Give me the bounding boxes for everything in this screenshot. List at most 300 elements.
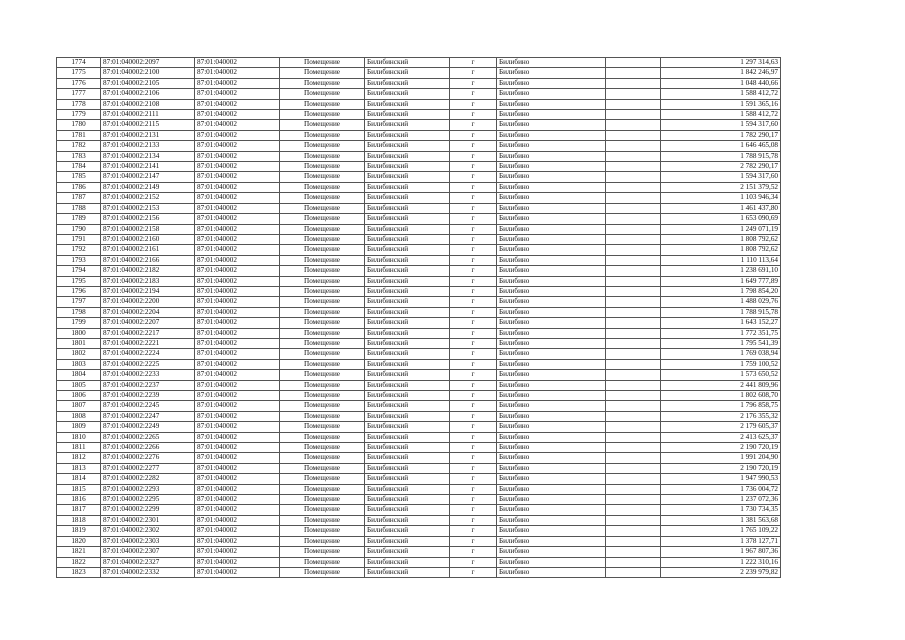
empty-cell <box>606 484 661 494</box>
cadastral-value-cell: 2 441 809,96 <box>661 380 781 390</box>
district-cell: Билибинский <box>365 318 450 328</box>
cadastral-number-cell: 87:01:040002:2224 <box>101 349 195 359</box>
cadastral-quarter-cell: 87:01:040002 <box>195 411 280 421</box>
empty-cell <box>606 234 661 244</box>
district-cell: Билибинский <box>365 432 450 442</box>
cadastral-quarter-cell: 87:01:040002 <box>195 214 280 224</box>
empty-cell <box>606 443 661 453</box>
cadastral-number-cell: 87:01:040002:2156 <box>101 214 195 224</box>
empty-cell <box>606 401 661 411</box>
empty-cell <box>606 505 661 515</box>
cadastral-number-cell: 87:01:040002:2276 <box>101 453 195 463</box>
cadastral-quarter-cell: 87:01:040002 <box>195 557 280 567</box>
district-cell: Билибинский <box>365 276 450 286</box>
object-type-cell: Помещение <box>280 380 365 390</box>
table-row <box>57 130 781 140</box>
table-row <box>57 255 781 265</box>
empty-cell <box>606 120 661 130</box>
empty-cell <box>606 474 661 484</box>
district-cell: Билибинский <box>365 99 450 109</box>
cadastral-value-cell: 1 110 113,64 <box>661 255 781 265</box>
settlement-type-cell: г <box>450 130 497 140</box>
table-row <box>57 266 781 276</box>
settlement-type-cell: г <box>450 391 497 401</box>
cadastral-value-cell: 1 649 777,89 <box>661 276 781 286</box>
empty-cell <box>606 422 661 432</box>
settlement-name-cell: Билибино <box>497 193 606 203</box>
settlement-name-cell: Билибино <box>497 526 606 536</box>
row-number-cell: 1798 <box>57 307 101 317</box>
table-row <box>57 214 781 224</box>
object-type-cell: Помещение <box>280 536 365 546</box>
row-number-cell: 1806 <box>57 391 101 401</box>
cadastral-quarter-cell: 87:01:040002 <box>195 89 280 99</box>
district-cell: Билибинский <box>365 411 450 421</box>
settlement-name-cell: Билибино <box>497 266 606 276</box>
cadastral-number-cell: 87:01:040002:2237 <box>101 380 195 390</box>
cadastral-quarter-cell: 87:01:040002 <box>195 401 280 411</box>
object-type-cell: Помещение <box>280 286 365 296</box>
settlement-type-cell: г <box>450 349 497 359</box>
table-row <box>57 151 781 161</box>
settlement-name-cell: Билибино <box>497 505 606 515</box>
settlement-type-cell: г <box>450 141 497 151</box>
district-cell: Билибинский <box>365 255 450 265</box>
district-cell: Билибинский <box>365 234 450 244</box>
table-row <box>57 89 781 99</box>
settlement-type-cell: г <box>450 401 497 411</box>
district-cell: Билибинский <box>365 505 450 515</box>
row-number-cell: 1814 <box>57 474 101 484</box>
object-type-cell: Помещение <box>280 307 365 317</box>
cadastral-number-cell: 87:01:040002:2153 <box>101 203 195 213</box>
cadastral-quarter-cell: 87:01:040002 <box>195 78 280 88</box>
settlement-name-cell: Билибино <box>497 536 606 546</box>
cadastral-value-cell: 1 237 072,36 <box>661 495 781 505</box>
settlement-type-cell: г <box>450 89 497 99</box>
cadastral-value-cell: 1 808 792,62 <box>661 245 781 255</box>
settlement-type-cell: г <box>450 58 497 68</box>
row-number-cell: 1774 <box>57 58 101 68</box>
settlement-type-cell: г <box>450 484 497 494</box>
empty-cell <box>606 89 661 99</box>
district-cell: Билибинский <box>365 536 450 546</box>
district-cell: Билибинский <box>365 68 450 78</box>
cadastral-number-cell: 87:01:040002:2161 <box>101 245 195 255</box>
cadastral-quarter-cell: 87:01:040002 <box>195 193 280 203</box>
cadastral-number-cell: 87:01:040002:2277 <box>101 463 195 473</box>
empty-cell <box>606 266 661 276</box>
cadastral-value-cell: 1 788 915,78 <box>661 307 781 317</box>
empty-cell <box>606 297 661 307</box>
cadastral-value-cell: 1 588 412,72 <box>661 110 781 120</box>
empty-cell <box>606 130 661 140</box>
cadastral-value-cell: 2 413 625,37 <box>661 432 781 442</box>
cadastral-number-cell: 87:01:040002:2149 <box>101 182 195 192</box>
cadastral-value-cell: 2 151 379,52 <box>661 182 781 192</box>
cadastral-number-cell: 87:01:040002:2106 <box>101 89 195 99</box>
row-number-cell: 1787 <box>57 193 101 203</box>
cadastral-quarter-cell: 87:01:040002 <box>195 234 280 244</box>
object-type-cell: Помещение <box>280 120 365 130</box>
empty-cell <box>606 380 661 390</box>
empty-cell <box>606 162 661 172</box>
cadastral-number-cell: 87:01:040002:2245 <box>101 401 195 411</box>
settlement-type-cell: г <box>450 255 497 265</box>
table-row <box>57 422 781 432</box>
settlement-name-cell: Билибино <box>497 443 606 453</box>
object-type-cell: Помещение <box>280 338 365 348</box>
settlement-name-cell: Билибино <box>497 172 606 182</box>
cadastral-number-cell: 87:01:040002:2141 <box>101 162 195 172</box>
empty-cell <box>606 432 661 442</box>
settlement-name-cell: Билибино <box>497 359 606 369</box>
row-number-cell: 1780 <box>57 120 101 130</box>
cadastral-value-cell: 1 591 365,16 <box>661 99 781 109</box>
object-type-cell: Помещение <box>280 110 365 120</box>
object-type-cell: Помещение <box>280 567 365 577</box>
empty-cell <box>606 463 661 473</box>
cadastral-value-cell: 1 048 440,66 <box>661 78 781 88</box>
settlement-type-cell: г <box>450 463 497 473</box>
settlement-type-cell: г <box>450 547 497 557</box>
cadastral-value-cell: 1 588 412,72 <box>661 89 781 99</box>
cadastral-quarter-cell: 87:01:040002 <box>195 99 280 109</box>
table-row <box>57 141 781 151</box>
cadastral-quarter-cell: 87:01:040002 <box>195 484 280 494</box>
empty-cell <box>606 536 661 546</box>
cadastral-quarter-cell: 87:01:040002 <box>195 422 280 432</box>
settlement-name-cell: Билибино <box>497 474 606 484</box>
cadastral-value-cell: 1 802 608,70 <box>661 391 781 401</box>
cadastral-quarter-cell: 87:01:040002 <box>195 338 280 348</box>
row-number-cell: 1823 <box>57 567 101 577</box>
table-row <box>57 505 781 515</box>
settlement-type-cell: г <box>450 453 497 463</box>
district-cell: Билибинский <box>365 474 450 484</box>
table-row <box>57 318 781 328</box>
object-type-cell: Помещение <box>280 370 365 380</box>
table-row <box>57 401 781 411</box>
table-row <box>57 526 781 536</box>
district-cell: Билибинский <box>365 370 450 380</box>
table-row <box>57 349 781 359</box>
cadastral-quarter-cell: 87:01:040002 <box>195 245 280 255</box>
settlement-type-cell: г <box>450 286 497 296</box>
settlement-name-cell: Билибино <box>497 120 606 130</box>
cadastral-quarter-cell: 87:01:040002 <box>195 182 280 192</box>
object-type-cell: Помещение <box>280 495 365 505</box>
empty-cell <box>606 328 661 338</box>
cadastral-quarter-cell: 87:01:040002 <box>195 203 280 213</box>
settlement-name-cell: Билибино <box>497 141 606 151</box>
cadastral-number-cell: 87:01:040002:2299 <box>101 505 195 515</box>
cadastral-value-cell: 1 769 038,94 <box>661 349 781 359</box>
cadastral-quarter-cell: 87:01:040002 <box>195 505 280 515</box>
district-cell: Билибинский <box>365 297 450 307</box>
district-cell: Билибинский <box>365 443 450 453</box>
district-cell: Билибинский <box>365 286 450 296</box>
object-type-cell: Помещение <box>280 68 365 78</box>
table-row <box>57 234 781 244</box>
cadastral-number-cell: 87:01:040002:2133 <box>101 141 195 151</box>
empty-cell <box>606 224 661 234</box>
cadastral-quarter-cell: 87:01:040002 <box>195 224 280 234</box>
empty-cell <box>606 567 661 577</box>
settlement-name-cell: Билибино <box>497 401 606 411</box>
district-cell: Билибинский <box>365 547 450 557</box>
row-number-cell: 1803 <box>57 359 101 369</box>
settlement-type-cell: г <box>450 297 497 307</box>
cadastral-number-cell: 87:01:040002:2158 <box>101 224 195 234</box>
settlement-type-cell: г <box>450 370 497 380</box>
row-number-cell: 1790 <box>57 224 101 234</box>
settlement-type-cell: г <box>450 151 497 161</box>
settlement-type-cell: г <box>450 380 497 390</box>
cadastral-number-cell: 87:01:040002:2332 <box>101 567 195 577</box>
table-row <box>57 68 781 78</box>
cadastral-quarter-cell: 87:01:040002 <box>195 151 280 161</box>
settlement-type-cell: г <box>450 214 497 224</box>
empty-cell <box>606 349 661 359</box>
cadastral-value-cell: 1 249 071,19 <box>661 224 781 234</box>
cadastral-number-cell: 87:01:040002:2295 <box>101 495 195 505</box>
row-number-cell: 1776 <box>57 78 101 88</box>
settlement-name-cell: Билибино <box>497 245 606 255</box>
table-row <box>57 224 781 234</box>
settlement-type-cell: г <box>450 515 497 525</box>
settlement-type-cell: г <box>450 443 497 453</box>
cadastral-number-cell: 87:01:040002:2111 <box>101 110 195 120</box>
district-cell: Билибинский <box>365 463 450 473</box>
settlement-name-cell: Билибино <box>497 463 606 473</box>
cadastral-quarter-cell: 87:01:040002 <box>195 162 280 172</box>
district-cell: Билибинский <box>365 203 450 213</box>
settlement-name-cell: Билибино <box>497 567 606 577</box>
settlement-type-cell: г <box>450 526 497 536</box>
district-cell: Билибинский <box>365 380 450 390</box>
settlement-type-cell: г <box>450 120 497 130</box>
object-type-cell: Помещение <box>280 172 365 182</box>
table-row <box>57 463 781 473</box>
district-cell: Билибинский <box>365 162 450 172</box>
row-number-cell: 1808 <box>57 411 101 421</box>
row-number-cell: 1807 <box>57 401 101 411</box>
row-number-cell: 1821 <box>57 547 101 557</box>
row-number-cell: 1783 <box>57 151 101 161</box>
row-number-cell: 1813 <box>57 463 101 473</box>
cadastral-quarter-cell: 87:01:040002 <box>195 380 280 390</box>
district-cell: Билибинский <box>365 349 450 359</box>
district-cell: Билибинский <box>365 89 450 99</box>
cadastral-quarter-cell: 87:01:040002 <box>195 432 280 442</box>
district-cell: Билибинский <box>365 151 450 161</box>
cadastral-value-cell: 1 238 691,10 <box>661 266 781 276</box>
table-row <box>57 276 781 286</box>
cadastral-value-cell: 2 190 720,19 <box>661 443 781 453</box>
district-cell: Билибинский <box>365 484 450 494</box>
cadastral-quarter-cell: 87:01:040002 <box>195 567 280 577</box>
cadastral-quarter-cell: 87:01:040002 <box>195 141 280 151</box>
row-number-cell: 1794 <box>57 266 101 276</box>
district-cell: Билибинский <box>365 422 450 432</box>
cadastral-number-cell: 87:01:040002:2194 <box>101 286 195 296</box>
table-row <box>57 474 781 484</box>
cadastral-number-cell: 87:01:040002:2105 <box>101 78 195 88</box>
table-row <box>57 495 781 505</box>
cadastral-value-cell: 1 488 029,76 <box>661 297 781 307</box>
table-row <box>57 557 781 567</box>
cadastral-quarter-cell: 87:01:040002 <box>195 463 280 473</box>
settlement-type-cell: г <box>450 567 497 577</box>
cadastral-quarter-cell: 87:01:040002 <box>195 318 280 328</box>
cadastral-number-cell: 87:01:040002:2217 <box>101 328 195 338</box>
object-type-cell: Помещение <box>280 89 365 99</box>
settlement-name-cell: Билибино <box>497 182 606 192</box>
settlement-name-cell: Билибино <box>497 515 606 525</box>
empty-cell <box>606 255 661 265</box>
settlement-name-cell: Билибино <box>497 338 606 348</box>
cadastral-value-cell: 1 967 807,36 <box>661 547 781 557</box>
cadastral-number-cell: 87:01:040002:2221 <box>101 338 195 348</box>
district-cell: Билибинский <box>365 245 450 255</box>
cadastral-number-cell: 87:01:040002:2100 <box>101 68 195 78</box>
object-type-cell: Помещение <box>280 391 365 401</box>
table-row <box>57 380 781 390</box>
district-cell: Билибинский <box>365 557 450 567</box>
cadastral-quarter-cell: 87:01:040002 <box>195 515 280 525</box>
settlement-name-cell: Билибино <box>497 422 606 432</box>
settlement-name-cell: Билибино <box>497 318 606 328</box>
district-cell: Билибинский <box>365 172 450 182</box>
row-number-cell: 1782 <box>57 141 101 151</box>
district-cell: Билибинский <box>365 567 450 577</box>
settlement-name-cell: Билибино <box>497 234 606 244</box>
settlement-type-cell: г <box>450 318 497 328</box>
district-cell: Билибинский <box>365 328 450 338</box>
cadastral-value-cell: 1 646 465,08 <box>661 141 781 151</box>
object-type-cell: Помещение <box>280 234 365 244</box>
object-type-cell: Помещение <box>280 432 365 442</box>
cadastral-quarter-cell: 87:01:040002 <box>195 547 280 557</box>
object-type-cell: Помещение <box>280 266 365 276</box>
empty-cell <box>606 182 661 192</box>
settlement-name-cell: Билибино <box>497 78 606 88</box>
cadastral-value-table <box>56 57 781 578</box>
cadastral-quarter-cell: 87:01:040002 <box>195 536 280 546</box>
cadastral-quarter-cell: 87:01:040002 <box>195 266 280 276</box>
table-row <box>57 110 781 120</box>
object-type-cell: Помещение <box>280 547 365 557</box>
settlement-type-cell: г <box>450 172 497 182</box>
table-row <box>57 307 781 317</box>
settlement-type-cell: г <box>450 422 497 432</box>
object-type-cell: Помещение <box>280 297 365 307</box>
cadastral-quarter-cell: 87:01:040002 <box>195 370 280 380</box>
object-type-cell: Помещение <box>280 130 365 140</box>
settlement-name-cell: Билибино <box>497 130 606 140</box>
district-cell: Билибинский <box>365 391 450 401</box>
object-type-cell: Помещение <box>280 193 365 203</box>
row-number-cell: 1795 <box>57 276 101 286</box>
settlement-name-cell: Билибино <box>497 495 606 505</box>
row-number-cell: 1815 <box>57 484 101 494</box>
table-row <box>57 411 781 421</box>
row-number-cell: 1793 <box>57 255 101 265</box>
settlement-name-cell: Билибино <box>497 349 606 359</box>
row-number-cell: 1781 <box>57 130 101 140</box>
cadastral-quarter-cell: 87:01:040002 <box>195 443 280 453</box>
table-row <box>57 370 781 380</box>
row-number-cell: 1791 <box>57 234 101 244</box>
district-cell: Билибинский <box>365 338 450 348</box>
settlement-name-cell: Билибино <box>497 203 606 213</box>
table-row <box>57 193 781 203</box>
row-number-cell: 1819 <box>57 526 101 536</box>
empty-cell <box>606 526 661 536</box>
cadastral-value-cell: 1 653 090,69 <box>661 214 781 224</box>
table-row <box>57 120 781 130</box>
cadastral-quarter-cell: 87:01:040002 <box>195 474 280 484</box>
cadastral-quarter-cell: 87:01:040002 <box>195 120 280 130</box>
object-type-cell: Помещение <box>280 99 365 109</box>
row-number-cell: 1818 <box>57 515 101 525</box>
row-number-cell: 1792 <box>57 245 101 255</box>
cadastral-value-cell: 1 947 990,53 <box>661 474 781 484</box>
settlement-name-cell: Билибино <box>497 162 606 172</box>
settlement-name-cell: Билибино <box>497 151 606 161</box>
row-number-cell: 1797 <box>57 297 101 307</box>
cadastral-number-cell: 87:01:040002:2303 <box>101 536 195 546</box>
district-cell: Билибинский <box>365 401 450 411</box>
empty-cell <box>606 172 661 182</box>
cadastral-value-cell: 1 798 854,20 <box>661 286 781 296</box>
settlement-type-cell: г <box>450 193 497 203</box>
document-page <box>56 57 780 578</box>
settlement-type-cell: г <box>450 557 497 567</box>
settlement-name-cell: Билибино <box>497 99 606 109</box>
object-type-cell: Помещение <box>280 162 365 172</box>
settlement-name-cell: Билибино <box>497 255 606 265</box>
object-type-cell: Помещение <box>280 515 365 525</box>
row-number-cell: 1822 <box>57 557 101 567</box>
cadastral-number-cell: 87:01:040002:2204 <box>101 307 195 317</box>
table-row <box>57 547 781 557</box>
settlement-name-cell: Билибино <box>497 110 606 120</box>
object-type-cell: Помещение <box>280 474 365 484</box>
settlement-type-cell: г <box>450 68 497 78</box>
district-cell: Билибинский <box>365 58 450 68</box>
cadastral-value-cell: 1 594 317,60 <box>661 120 781 130</box>
table-row <box>57 245 781 255</box>
object-type-cell: Помещение <box>280 359 365 369</box>
settlement-type-cell: г <box>450 162 497 172</box>
table-row <box>57 328 781 338</box>
settlement-type-cell: г <box>450 411 497 421</box>
row-number-cell: 1811 <box>57 443 101 453</box>
cadastral-value-cell: 1 842 246,97 <box>661 68 781 78</box>
table-row <box>57 203 781 213</box>
cadastral-number-cell: 87:01:040002:2327 <box>101 557 195 567</box>
row-number-cell: 1778 <box>57 99 101 109</box>
object-type-cell: Помещение <box>280 443 365 453</box>
cadastral-value-cell: 1 788 915,78 <box>661 151 781 161</box>
empty-cell <box>606 68 661 78</box>
cadastral-quarter-cell: 87:01:040002 <box>195 391 280 401</box>
cadastral-quarter-cell: 87:01:040002 <box>195 526 280 536</box>
settlement-type-cell: г <box>450 338 497 348</box>
district-cell: Билибинский <box>365 266 450 276</box>
